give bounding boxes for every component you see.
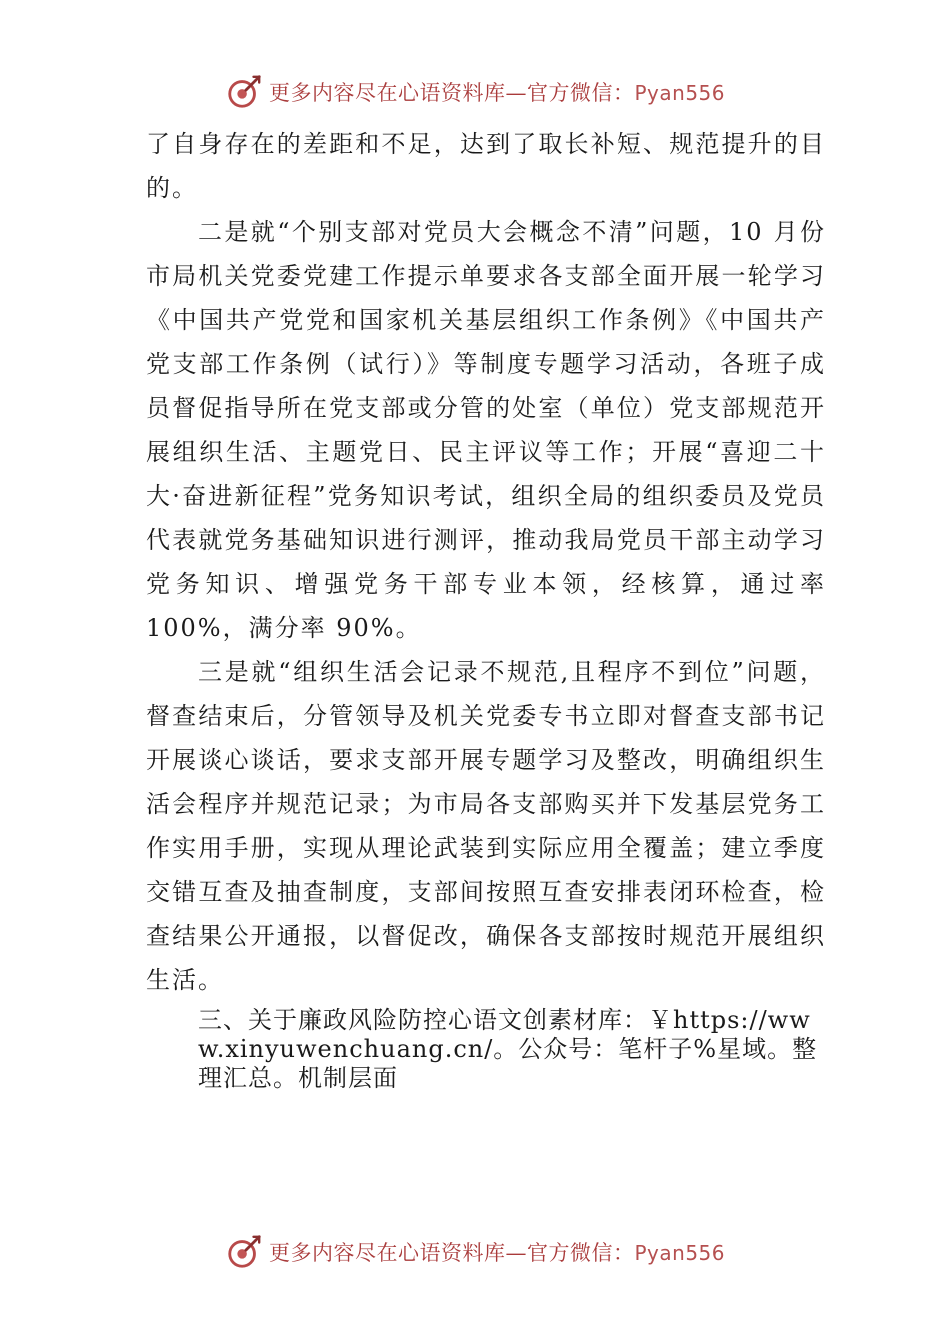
- header-banner-text: [269, 77, 725, 107]
- footer-banner-wechat-id: Pyan556: [634, 1241, 725, 1265]
- footer-banner-main: 更多内容尽在心语资料库—官方微信：: [268, 1241, 635, 1265]
- footer-banner: [0, 1232, 950, 1272]
- document-body: [146, 122, 826, 1093]
- section-heading-three: 三、关于廉政风险防控心语文创素材库：￥https://www.xinyuwenchuang.cn/。公众号：笔杆子%星域。整理汇总。机制层面: [198, 1006, 818, 1092]
- header-banner-main: 更多内容尽在心语资料库—官方微信：: [268, 81, 635, 105]
- brand-logo-icon: [225, 1233, 263, 1271]
- paragraph-item-three: 三是就“组织生活会记录不规范,且程序不到位”问题，督查结束后，分管领导及机关党委专书立即对督查支部书记开展谈心谈话，要求支部开展专题学习及整改，明确组织生活会程序并规范记录；为市局各支部购买并下发基层党务工作实用手册，实现从理论武装到实际应用全覆盖；建立季度交错互查及抽查制度，支部间按照互查安排表闭环检查，检查结果公开通报，以督促改，确保各支部按时规范开展组织生活。: [146, 658, 826, 994]
- header-banner-wechat-id: Pyan556: [634, 81, 725, 105]
- footer-banner-text: [269, 1237, 725, 1267]
- paragraph-item-two: 二是就“个别支部对党员大会概念不清”问题，10 月份市局机关党委党建工作提示单要求各支部全面开展一轮学习《中国共产党党和国家机关基层组织工作条例》《中国共产党支部工作条例（试行）》等制度专题学习活动，各班子成员督促指导所在党支部或分管的处室（单位）党支部规范开展组织生活、主题党日、民主评议等工作；开展“喜迎二十大·奋进新征程”党务知识考试，组织全局的组织委员及党员代表就党务基础知识进行测评，推动我局党员干部主动学习党务知识、增强党务干部专业本领，经核算，通过率100%，满分率 90%。: [146, 218, 826, 642]
- paragraph-continuation: 了自身存在的差距和不足，达到了取长补短、规范提升的目的。: [146, 130, 826, 202]
- header-banner: [0, 72, 950, 112]
- brand-logo-icon: [225, 73, 263, 111]
